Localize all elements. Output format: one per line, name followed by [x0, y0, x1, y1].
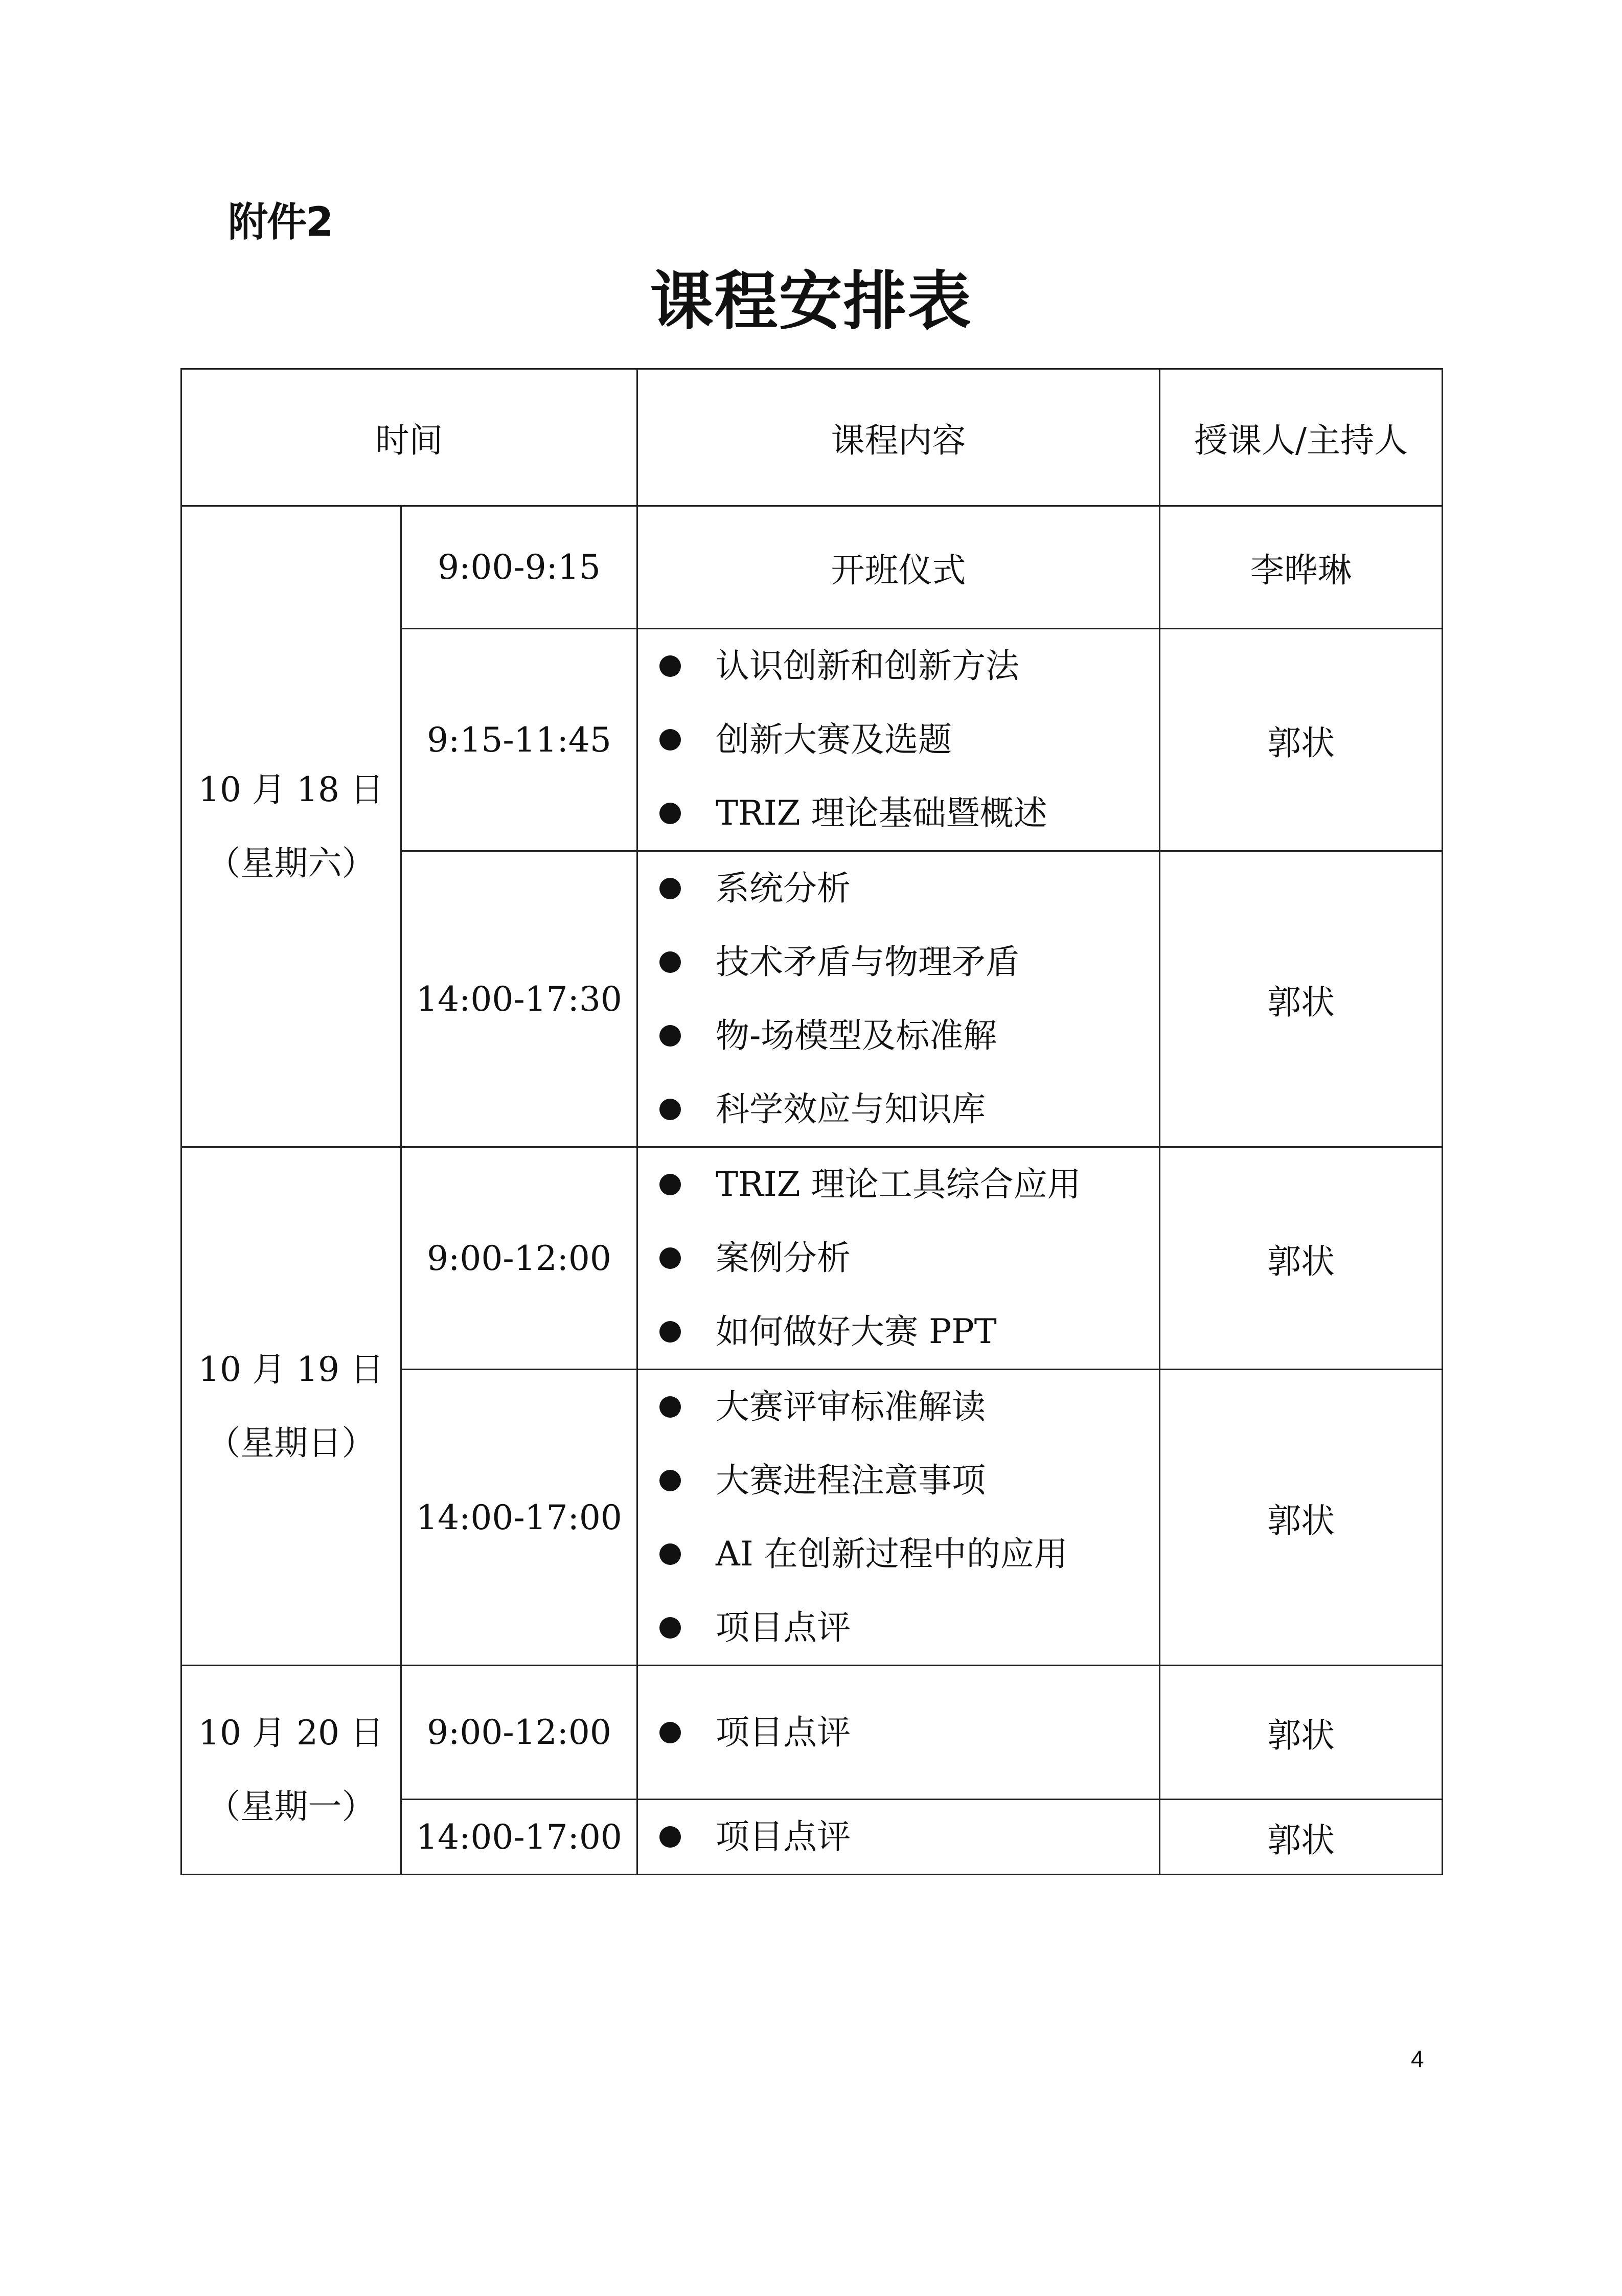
day-cell — [181, 1147, 401, 1666]
session-lecturer: 郭状 — [1160, 851, 1443, 1147]
session-lecturer: 李晔琳 — [1160, 506, 1443, 629]
item-text: 大赛评审标准解读 — [716, 1387, 986, 1426]
session-time: 9:00-12:00 — [401, 1666, 637, 1800]
session-lecturer: 郭状 — [1160, 1147, 1443, 1370]
list-item — [659, 925, 1159, 999]
page-number: 4 — [1411, 2045, 1424, 2072]
item-text: 创新大赛及选题 — [716, 720, 952, 759]
bullet-icon — [659, 1826, 681, 1848]
table-row — [181, 1147, 1443, 1370]
header-lecturer: 授课人/主持人 — [1160, 369, 1443, 506]
session-time: 9:15-11:45 — [401, 629, 637, 851]
session-content — [637, 629, 1160, 851]
list-item — [659, 703, 1159, 777]
bullet-icon — [659, 1174, 681, 1195]
list-item — [659, 1295, 1159, 1369]
session-content — [637, 1666, 1160, 1800]
session-time: 14:00-17:30 — [401, 851, 637, 1147]
day-date: 10 月 20 日 — [198, 1713, 384, 1753]
list-item — [659, 1221, 1159, 1295]
bullet-icon — [659, 803, 681, 824]
session-title: 开班仪式 — [637, 506, 1160, 629]
bullet-icon — [659, 1321, 681, 1343]
bullet-icon — [659, 1543, 681, 1565]
list-item — [659, 1148, 1159, 1221]
header-content: 课程内容 — [637, 369, 1160, 506]
item-text: 案例分析 — [716, 1238, 851, 1278]
bullet-icon — [659, 1396, 681, 1418]
day-cell — [181, 1666, 401, 1875]
item-text: 大赛进程注意事项 — [716, 1461, 986, 1500]
bullet-icon — [659, 1617, 681, 1639]
bullet-icon — [659, 1722, 681, 1743]
list-item — [659, 1073, 1159, 1146]
day-date: 10 月 18 日 — [198, 769, 384, 809]
bullet-icon — [659, 1025, 681, 1047]
item-text: 项目点评 — [716, 1712, 851, 1752]
list-item — [659, 1517, 1159, 1591]
bullet-icon — [659, 951, 681, 973]
bullet-icon — [659, 1470, 681, 1491]
item-text: AI 在创新过程中的应用 — [716, 1534, 1068, 1574]
list-item — [659, 777, 1159, 850]
table-row — [181, 1666, 1443, 1800]
list-item — [659, 1370, 1159, 1444]
table-header-row — [181, 369, 1443, 506]
item-text: 技术矛盾与物理矛盾 — [716, 942, 1019, 982]
session-lecturer: 郭状 — [1160, 1800, 1443, 1875]
item-text: 科学效应与知识库 — [716, 1089, 986, 1129]
session-time: 14:00-17:00 — [401, 1370, 637, 1666]
day-weekday: （星期一） — [207, 1787, 376, 1826]
item-text: TRIZ 理论基础暨概述 — [716, 793, 1047, 833]
schedule-table — [180, 368, 1443, 1875]
session-content — [637, 1370, 1160, 1666]
session-content — [637, 1800, 1160, 1875]
session-time: 14:00-17:00 — [401, 1800, 637, 1875]
list-item — [659, 1696, 1159, 1769]
session-time: 9:00-12:00 — [401, 1147, 637, 1370]
item-text: 系统分析 — [716, 869, 851, 908]
bullet-icon — [659, 729, 681, 751]
list-item — [659, 629, 1159, 703]
list-item — [659, 1800, 1159, 1874]
item-text: 如何做好大赛 PPT — [716, 1312, 997, 1351]
day-date: 10 月 19 日 — [198, 1349, 384, 1389]
session-content — [637, 851, 1160, 1147]
day-weekday: （星期日） — [207, 1423, 376, 1463]
item-text: TRIZ 理论工具综合应用 — [716, 1165, 1081, 1204]
table-row — [181, 506, 1443, 629]
bullet-icon — [659, 878, 681, 899]
day-cell — [181, 506, 401, 1147]
list-item — [659, 1591, 1159, 1665]
item-text: 项目点评 — [716, 1608, 851, 1647]
item-text: 认识创新和创新方法 — [716, 646, 1019, 686]
session-lecturer: 郭状 — [1160, 1370, 1443, 1666]
session-lecturer: 郭状 — [1160, 1666, 1443, 1800]
bullet-icon — [659, 1099, 681, 1120]
session-time: 9:00-9:15 — [401, 506, 637, 629]
list-item — [659, 852, 1159, 925]
item-text: 项目点评 — [716, 1817, 851, 1856]
list-item — [659, 1444, 1159, 1517]
list-item — [659, 999, 1159, 1073]
bullet-icon — [659, 1247, 681, 1269]
bullet-icon — [659, 655, 681, 677]
attachment-label: 附件2 — [228, 199, 333, 245]
header-time: 时间 — [181, 369, 637, 506]
item-text: 物-场模型及标准解 — [716, 1016, 997, 1055]
page-title: 课程安排表 — [650, 265, 972, 338]
session-lecturer: 郭状 — [1160, 629, 1443, 851]
session-content — [637, 1147, 1160, 1370]
day-weekday: （星期六） — [207, 843, 376, 883]
